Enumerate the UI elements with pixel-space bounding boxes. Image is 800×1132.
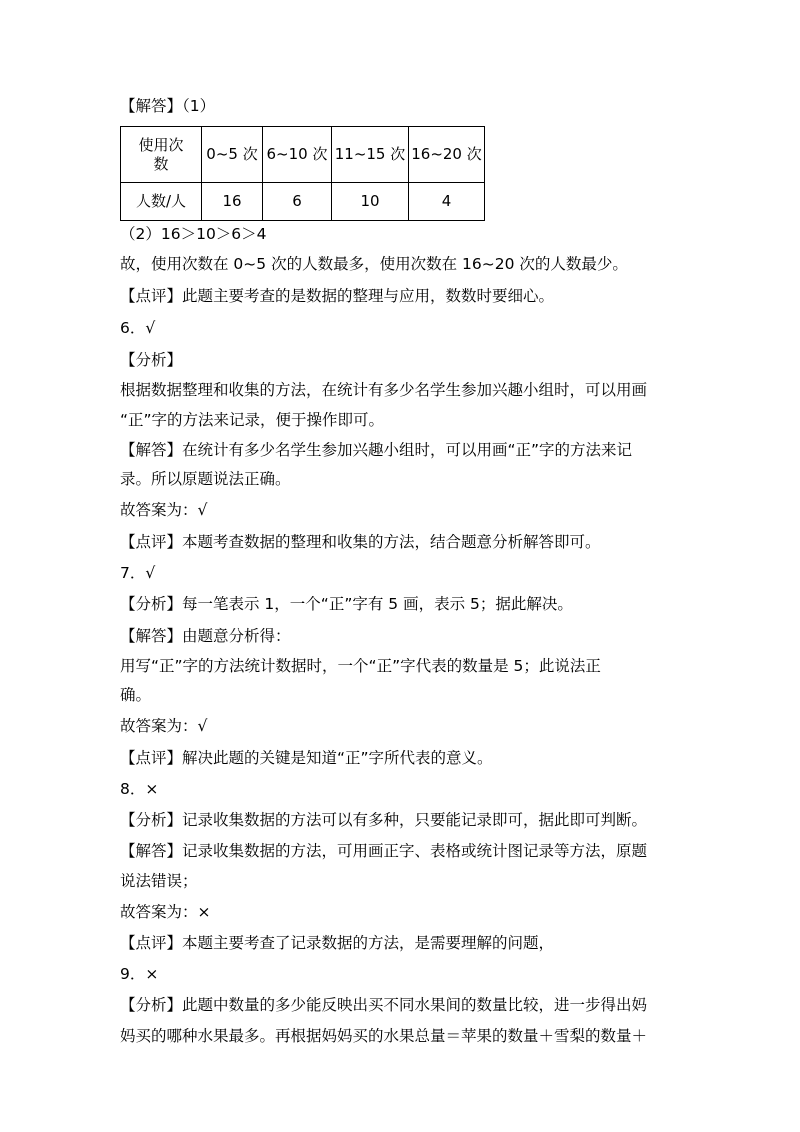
- text-line: 用写“正”字的方法统计数据时，一个“正”字代表的数量是 5；此说法正: [120, 657, 601, 675]
- text-line: （2）16＞10＞6＞4: [120, 225, 267, 243]
- question-number: 7．√: [120, 564, 156, 582]
- question-number: 6．√: [120, 319, 156, 337]
- text-line: 确。: [120, 686, 152, 704]
- text-line: 故答案为：√: [120, 717, 208, 735]
- text-line: 【解答】记录收集数据的方法，可用画正字、表格或统计图记录等方法，原题: [120, 842, 648, 860]
- table-header-cell: 0~5 次: [202, 127, 263, 183]
- text-line: 根据数据整理和收集的方法，在统计有多少名学生参加兴趣小组时，可以用画: [120, 381, 648, 399]
- text-line: 【点评】解决此题的关键是知道“正”字所代表的意义。: [120, 749, 493, 767]
- text-line: 录。所以原题说法正确。: [120, 470, 291, 488]
- text-line: 【点评】此题主要考查的是数据的整理与应用，数数时要细心。: [120, 287, 555, 305]
- text-line: 故答案为：√: [120, 501, 208, 519]
- table-header-cell: 使用次数: [121, 127, 202, 183]
- text-line: 【分析】: [120, 351, 183, 369]
- text-line: 【点评】本题考查数据的整理和收集的方法，结合题意分析解答即可。: [120, 533, 601, 551]
- table-cell: 10: [332, 183, 409, 221]
- text-line: 【点评】本题主要考查了记录数据的方法，是需要理解的问题，: [120, 934, 555, 952]
- question-number: 9．×: [120, 965, 159, 983]
- table-row: [121, 183, 485, 221]
- text-line: 妈买的哪种水果最多。再根据妈妈买的水果总量＝苹果的数量＋雪梨的数量＋: [120, 1027, 648, 1045]
- text-line: 【分析】此题中数量的多少能反映出买不同水果间的数量比较，进一步得出妈: [120, 996, 648, 1014]
- table-header-row: [121, 127, 485, 183]
- text-line: 【分析】记录收集数据的方法可以有多种，只要能记录即可，据此即可判断。: [120, 811, 648, 829]
- text-line: 【解答】在统计有多少名学生参加兴趣小组时，可以用画“正”字的方法来记: [120, 441, 633, 459]
- table-cell: 人数/人: [121, 183, 202, 221]
- table-cell: 16: [202, 183, 263, 221]
- table-cell: 6: [263, 183, 332, 221]
- text-line: 【解答】由题意分析得：: [120, 627, 291, 645]
- text-line: 说法错误；: [120, 872, 198, 890]
- text-line: 【分析】每一笔表示 1，一个“正”字有 5 画，表示 5；据此解决。: [120, 595, 573, 613]
- text-line: 故，使用次数在 0~5 次的人数最多，使用次数在 16~20 次的人数最少。: [120, 255, 628, 273]
- usage-count-table: [120, 126, 485, 221]
- table-cell: 4: [409, 183, 485, 221]
- text-line: “正”字的方法来记录，便于操作即可。: [120, 411, 385, 429]
- table-header-cell: 11~15 次: [332, 127, 409, 183]
- table-header-cell: 16~20 次: [409, 127, 485, 183]
- text-line: 故答案为：×: [120, 903, 211, 921]
- solution-heading: 【解答】（1）: [120, 97, 216, 115]
- table-header-cell: 6~10 次: [263, 127, 332, 183]
- question-number: 8．×: [120, 780, 159, 798]
